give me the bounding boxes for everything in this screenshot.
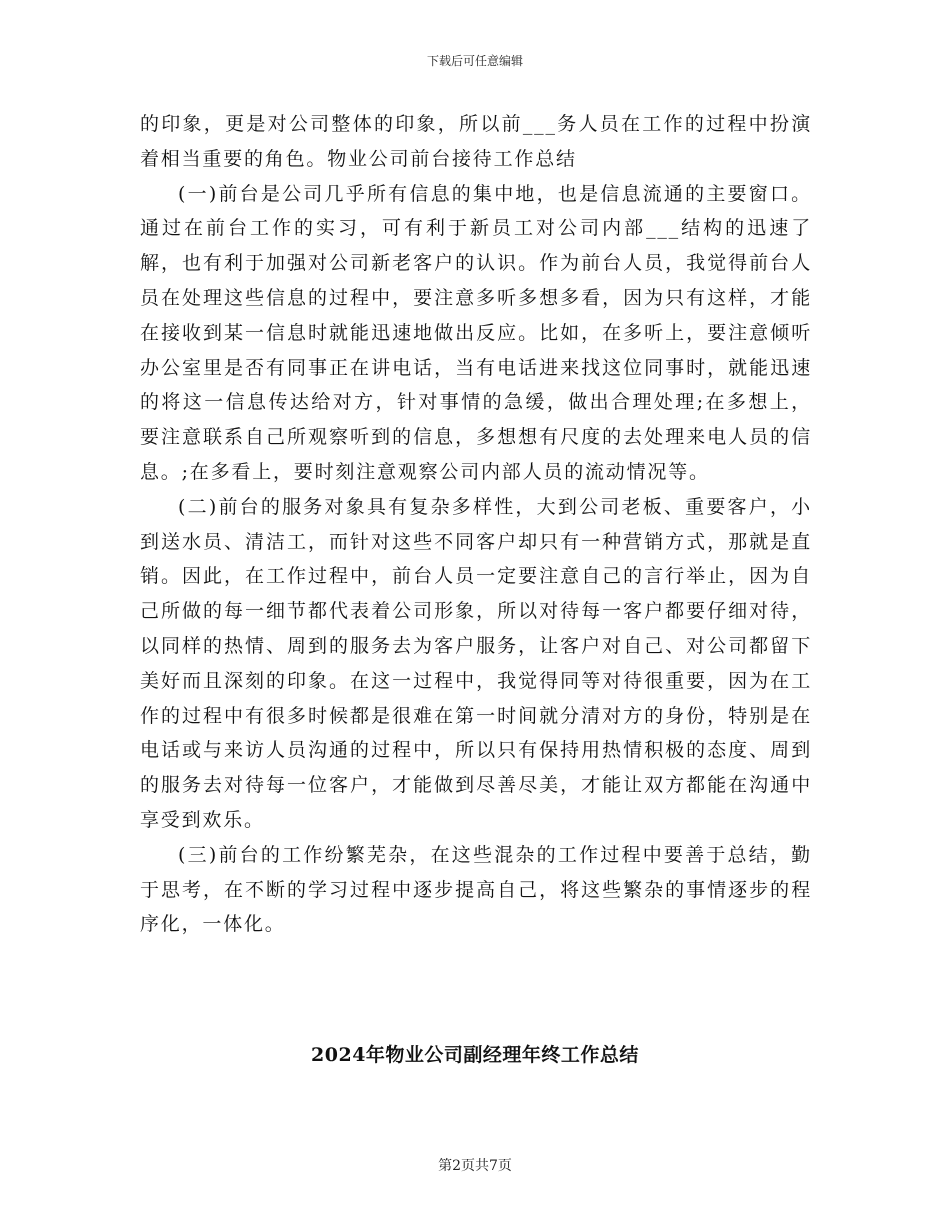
page-number: 第2页共7页 — [438, 1158, 512, 1174]
section-title: 2024年物业公司副经理年终工作总结 — [311, 1044, 639, 1066]
paragraph-section-3: (三)前台的工作纷繁芜杂，在这些混杂的工作过程中要善于总结，勤于思考，在不断的学习过程中逐步提高自己，将这些繁杂的事情逐步的程序化，一体化。 — [140, 843, 812, 936]
paragraph-section-1: (一)前台是公司几乎所有信息的集中地，也是信息流通的主要窗口。通过在前台工作的实习，可有利于新员工对公司内部___结构的迅速了解，也有利于加强对公司新老客户的认识。作为前台人员，我觉得前台人员在处理这些信息的过程中，要注意多听多想多看，因为只有这样，才能在接收到某一信息时就能迅速地做出反应。比如，在多听上，要注意倾听办公室里是否有同事正在讲电话，当有电话进来找这位同事时，就能迅速的将这一信息传达给对方，针对事情的急缓，做出合理处理;在多想上，要注意联系自己所观察听到的信息，多想想有尺度的去处理来电人员的信息。;在多看上，要时刻注意观察公司内部人员的流动情况等。 — [140, 182, 812, 483]
paragraph-section-2: (二)前台的服务对象具有复杂多样性，大到公司老板、重要客户，小到送水员、清洁工，而针对这些不同客户却只有一种营销方式，那就是直销。因此，在工作过程中，前台人员一定要注意自己的言行举止，因为自己所做的每一细节都代表着公司形象，所以对待每一客户都要仔细对待，以同样的热情、周到的服务去为客户服务，让客户对自己、对公司都留下美好而且深刻的印象。在这一过程中，我觉得同等对待很重要，因为在工作的过程中有很多时候都是很难在第一时间就分清对方的身份，特别是在电话或与来访人员沟通的过程中，所以只有保持用热情积极的态度、周到的服务去对待每一位客户，才能做到尽善尽美，才能让双方都能在沟通中享受到欢乐。 — [140, 495, 812, 831]
paragraph-continuation: 的印象，更是对公司整体的印象，所以前___务人员在工作的过程中扮演着相当重要的角色。物业公司前台接待工作总结 — [140, 113, 812, 170]
page-header: 下载后可任意编辑 — [426, 54, 523, 68]
document-body — [140, 107, 812, 942]
